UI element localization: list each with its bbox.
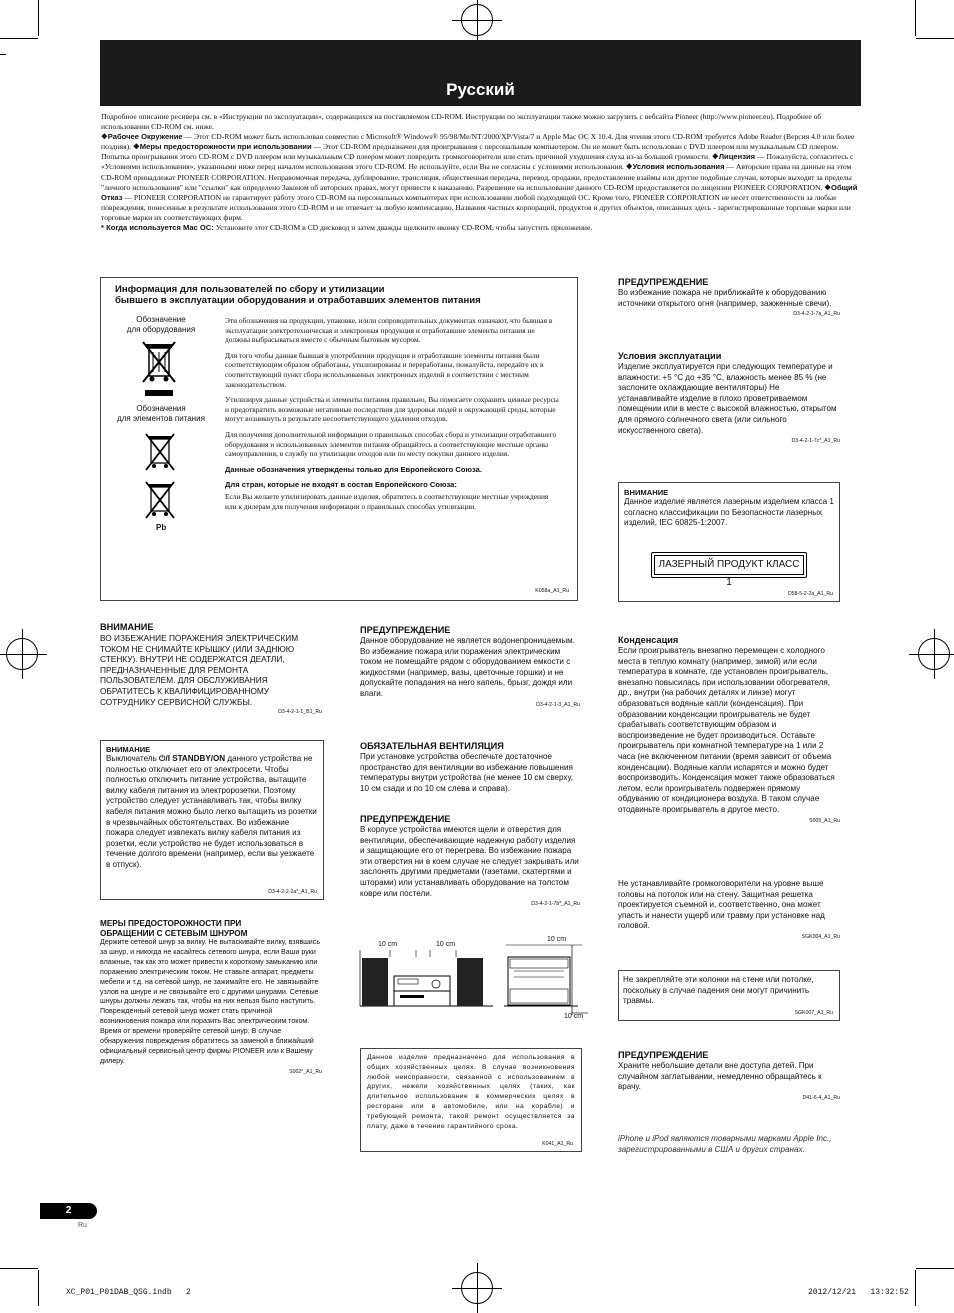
diagram-label-bottom: 10 cm [564, 1013, 584, 1020]
warning-openings-code: D3-4-2-1-7b*_A1_Ru [531, 901, 580, 908]
speakers-height-note [618, 879, 840, 940]
disclaimer-text: — PIONEER CORPORATION не гарантирует работу этого CD-ROM на персональных компьютерах при использовании любой подходящей ОС. Кроме того, PIONEER CORPORATION не несет ответственности за любые повреждения, понесенные в результате использования этого CD-ROM и не отвечает за любую компенсацию. Названия частных корпораций, продуктов и других объектов, описанных здесь - зарегистрированные торговые марки или торговые марки их соответствующих фирм. [101, 192, 851, 222]
trademark-note: iPhone и iPod являются товарными марками Apple Inc., зарегистрированными в США и других странах. [618, 1134, 832, 1154]
diagram-label-top: 10 cm [547, 936, 567, 943]
caution-standby-title: ВНИМАНИЕ [106, 745, 151, 754]
caution-shock-code: D3-4-2-1-1_B1_Ru [278, 709, 322, 716]
language-title-bar [100, 40, 861, 106]
intro-section [101, 112, 861, 233]
terms-text: — Авторские права на данные на этом CD-ROM принадлежат PIONEER CORPORATION. Неправомочная передача, дублирование, трансляция, общественная передача, перевод, продажи, предоставление взаймы или другие подобные случаи, которые выходят за пределы "личного использования" или "ссылки" как определено Законом об авторских правах, могут привести к наказанию. Разрешение на использование данного CD-ROM предоставляется по лицензии PIONEER CORPORATION. [101, 162, 852, 192]
diagram-label-mid: 10 cm [436, 941, 456, 948]
battery-label-line1: Обозначения [136, 404, 186, 413]
operating-code: D3-4-2-1-7c*_A1_Ru [791, 438, 840, 445]
registration-mark-right [918, 638, 950, 670]
ventilation-title: ОБЯЗАТЕЛЬНАЯ ВЕНТИЛЯЦИЯ [360, 741, 504, 751]
print-file-info [66, 1288, 191, 1297]
disposal-title-line2: бывшего в эксплуатации оборудования и отработавших элементов питания [115, 295, 481, 306]
small-parts-code: D41-6-4_A1_Ru [802, 1094, 840, 1101]
operating-title: Условия эксплуатации [618, 351, 722, 361]
laser-class-label: ЛАЗЕРНЫЙ ПРОДУКТ КЛАСС 1 [654, 555, 804, 575]
disposal-paragraph-5: Если Вы желаете утилизировать данные изделия, обратитесь в соответствующие местные учреждения или к дилерам для получения информации о правильных способах утилизации. [225, 491, 549, 511]
disposal-title [115, 284, 565, 306]
caution-shock-text: ВО ИЗБЕЖАНИЕ ПОРАЖЕНИЯ ЭЛЕКТРИЧЕСКИМ ТОКОМ НЕ СНИМАЙТЕ КРЫШКУ (ИЛИ ЗАДНЮЮ СТЕНКУ). ВНУТРИ НЕ СОДЕРЖАТСЯ ДЕАТЛИ, ПРЕДНАЗНАЧЕННЫЕ ДЛЯ РЕМОНТА ПОЛЬЗОВАТЕЛЕМ. ДЛЯ ОБСЛУЖИВАНИЯ ОБРАТИТЕСЬ К КВАЛИФИЦИРОВАННОМУ СОТРУДНИКУ СЕРВИСНОЙ СЛУЖБЫ. [100, 633, 299, 707]
speakers-wall-box [618, 970, 840, 1021]
print-date: 2012/12/21 [808, 1288, 857, 1297]
print-time: 13:32:52 [870, 1288, 909, 1297]
equipment-label-line2: для оборудования [126, 325, 196, 334]
precaution-label: ❖Меры предосторожности при использовании [132, 142, 312, 152]
laser-code: D58-5-2-2a_A1_Ru [788, 591, 833, 597]
page-number: 2 [65, 1205, 72, 1216]
cord-title [100, 919, 322, 938]
warning-water [360, 625, 580, 708]
registration-mark-top [461, 4, 493, 36]
intro-paragraph: Подробное описание ресивера см. в «Инструкции по эксплуатации», содержащихся на поставляемом CD-ROM. Инструкции по эксплуатации также можно загрузить с вебсайта Pioneer (http://www.pioneer.eu). Подробнее об использовании CD-ROM см. ниже. [101, 112, 822, 132]
disposal-paragraph-3: Утилизируя данные устройства и элементы питания правильно, Вы помогаете сохранить ценные ресурсы и предотвратить возможные негативные последствия для здоровья людей и окружающей среды, которые могут возникнуть в результате несоответствующего удаления отходов. [225, 395, 559, 424]
operating-text: Изделие эксплуатируется при следующих температуре и влажности: +5 °C до +35 °C, влажность менее 85 % (не заслоните охлаждающие вентиляторы) Не устанавливайте изделие в плохо проветриваемом помещении или в месте с высокой влажностью, открытом для прямого солнечного света (или сильного искусственного света). [618, 362, 837, 435]
warning-fire-title: ПРЕДУПРЕЖДЕНИЕ [618, 277, 709, 287]
registration-mark-left [6, 638, 38, 670]
battery-symbol-label [101, 404, 221, 424]
condensation-code: S005_A1_Ru [809, 817, 840, 824]
battery-label-line2: для элементов питания [117, 414, 205, 423]
ventilation-text: При установке устройства обеспечьте достаточное пространство для вентиляции во избежание повышения температуры внутри устройства (не менее 10 см сверху, 10 см сзади и по 10 см слева и справа). [360, 752, 573, 793]
terms-label: ❖Условия использования [625, 162, 725, 172]
license-text: — Пожалуйста, согласитесь с «Условиями использования», указанными ниже перед началом использования этого CD-ROM. Не используйте, если Вы не согласны с условиями использования. [101, 152, 854, 172]
caution-standby-box [100, 740, 324, 900]
disposal-title-line1: Информация для пользователей по сбору и утилизации [115, 284, 385, 295]
env-label: ❖Рабочее Окружение [101, 132, 183, 142]
small-parts-text: Храните небольшие детали вне доступа детей. При случайном заглатывании, немедленно обращайтесь к врачу. [618, 1061, 822, 1092]
caution-standby-code: D3-4-2-2-2a*_A1_Ru [268, 889, 317, 895]
precaution-text: — Этот CD-ROM предназначен для проигрывания с персональным компьютером. Он не может быть использован с DVD плеером или музыкальным CD плеером. Попытка проигрывания этого CD-ROM с DVD плеером или музыкальным CD плеером может повредить громкоговорители или стать причиной ухудшения слуха из-за большой громкости. [101, 142, 839, 162]
mac-label: * Когда используется Mac OC: [101, 223, 214, 233]
laser-text: Данное изделие является лазерным изделием класса 1 согласно классификации по Безопасности лазерных изделий, IEC 60825-1:2007. [624, 497, 834, 528]
condensation-section [618, 635, 840, 824]
standby-text-pre: Выключатель [106, 754, 157, 763]
warning-water-title: ПРЕДУПРЕЖДЕНИЕ [360, 625, 451, 635]
cord-text: Держите сетевой шнур за вилку. Не вытаскивайте вилку, взявшись за шнур, и никогда не касайтесь сетевого шнура, если Ваши руки влажные, так как это может привести к короткому замыканию или поражению электрическим током. Не ставьте аппарат, предметы мебели и т.д. на сетевой шнур, не зажимайте его. Не завязывайте узлов на шнуре и не связывайте его с другими шнурами. Сетевые шнуры должны лежать так, чтобы на них нельзя было наступить. Поврежденный сетевой шнур может стать причиной возникновения пожара или поразить Вас электрическим током. Время от времени проверяйте сетевой шнур. В случае обнаружения повреждения обратитесь за заменой в ближайший официальный сервисный центр фирмы PIONEER или к Вашему дилеру. [100, 938, 321, 1065]
crossed-bin-battery-pb-icon [143, 481, 177, 523]
page-language: Ru [78, 1222, 87, 1229]
warning-fire-text: Во избежание пожара не приближайте к оборудованию источники открытого огня (например, зажженные свечи). [618, 288, 832, 308]
pb-label: Pb [156, 523, 167, 532]
ventilation-section [360, 741, 580, 794]
operating-conditions [618, 351, 840, 444]
print-datetime [808, 1288, 909, 1297]
speakers-height-code: SGK004_A1_Ru [801, 933, 840, 940]
standby-text: данного устройства не полностью отключает его от электросети. Чтобы полностью отключить питание устройства, вытащите вилку кабеля питания из электророзетки. Поэтому устройство следует устанавливать так, чтобы вилку кабеля питания можно было легко вытащить из розетки в чрезвычайных обстоятельствах. Во избежание пожара следует извлекать вилку кабеля питания из розетки, если устройство не будет использоваться в течение долгого времени (например, если вы уезжаете в отпуск). [106, 754, 317, 869]
household-code: K041_A1_Ru [542, 1141, 573, 1147]
mac-text: Установите этот CD-ROM в CD дисковод и затем дважды щелкните иконку CD-ROM, чтобы запустить приложение. [215, 223, 593, 233]
cord-title-line1: МЕРЫ ПРЕДОСТОРОЖНОСТИ ПРИ [100, 919, 242, 928]
condensation-text: Если проигрыватель внезапно перемещен с холодного места в теплую комнату (например, зимой) или если температура в комнате, где установлен проигрыватель, внезапно повысилась при использовании обогревателя, др., внутри (на рабочих деталях и линзе) могут образоваться водяные капли (конденсация). При образовании конденсации проигрыватель не будет срабатывать соответствующим образом и воспроизведение не будет производиться. Оставьте проигрыватель при комнатной температуре на 1 или 2 часа (не включенном питании (время зависит от объема конденсации). Водяные капли испарятся и можно будет воспроизводить. Конденсация может также образоваться летом, если проигрыватель подвержен прямому обдуванию от кондиционера воздуха. В таком случае отодвиньте проигрыватель в другое место. [618, 646, 835, 814]
print-file-name: XC_P01_P01DAB_QSG.indb [66, 1288, 172, 1297]
caution-shock-title: ВНИМАНИЕ [100, 622, 154, 632]
print-file-page: 2 [186, 1288, 191, 1297]
disclaimer-label: ❖Общий Отказ [101, 182, 858, 202]
disposal-non-eu-title: Для стран, которые не входят в состав Европейского Союза: [225, 480, 457, 490]
laser-title: ВНИМАНИЕ [624, 488, 669, 497]
crossed-bin-equipment-icon [139, 340, 179, 398]
warning-openings-title: ПРЕДУПРЕЖДЕНИЕ [360, 814, 451, 824]
crossed-bin-battery-icon [143, 433, 177, 475]
warning-fire [618, 277, 840, 317]
speakers-height-text: Не устанавливайте громкоговорители на уровне выше головы на потолок или на стену. Защитная решетка проектируется съемной и, соответственно, она может упасть и нанести ущерб или травму при установке над головой. [618, 879, 825, 931]
intro-details [101, 132, 861, 223]
disposal-eu-note: Данные обозначения утверждены только для Европейского Союза. [225, 464, 482, 474]
warning-water-code: D3-4-2-1-3_A1_Ru [536, 701, 580, 708]
disposal-paragraph-2: Для того чтобы данная бывшая в употреблении продукция и отработавшие элементы питания были соответствующим образом обработаны, утилизированы и переработаны, пожалуйста, передайте их в соответствующий пункт сбора использованных электронных изделий в соответствии с местным законодательством. [225, 350, 544, 389]
warning-fire-code: D3-4-2-1-7a_A1_Ru [793, 311, 840, 318]
power-cord-precautions [100, 919, 322, 1075]
household-use-box [360, 1048, 582, 1152]
laser-caution-box [618, 482, 840, 602]
license-label: ❖Лицензия [711, 152, 756, 162]
disposal-paragraph-4: Для получения дополнительной информации о правильных способах сбора и утилизации отработавшего оборудования и использованных элементов питания обращайтесь в соответствующие местные органы самоуправления, в службу по утилизации отходов или по месту покупки данного изделия. [225, 429, 557, 459]
disposal-code: K058a_A1_Ru [535, 588, 569, 594]
disposal-info-box [100, 277, 578, 601]
warning-water-text: Данное оборудование не является водонепроницаемым. Во избежание пожара или поражения электрическим током не помещайте рядом с оборудованием емкости с жидкостями (например, вазы, цветочные горшки) и не допускайте попадания на него капель, брызг, дождя или влаги. [360, 636, 575, 698]
equipment-symbol-label [101, 315, 221, 335]
caution-standby-text [106, 754, 318, 871]
cord-title-line2: ОБРАЩЕНИИ С СЕТЕВЫМ ШНУРОМ [100, 928, 248, 938]
mac-note [101, 223, 861, 233]
env-text: — Этот CD-ROM может быть использован совместно с Microsoft® Windows® 95/98/Me/NT/2000/XP/Vista/7 и Apple Mac OC X 10.4. Для чтения этого CD-ROM требуется Adobe Reader (Версия 4.0 или более поздняя). [101, 132, 855, 152]
warning-openings-text: В корпусе устройства имеются щели и отверстия для вентиляции, обеспечивающие надежную работу изделия и защищающие его от перегрева. Во избежание пожара эти отверстия ни в коем случае не следует закрывать или заслонять другими предметами (газетами, скатертями и шторами) или устанавливать оборудование на толстом ковре или постели. [360, 825, 579, 898]
equipment-label-line1: Обозначение [136, 315, 186, 324]
caution-shock [100, 622, 322, 715]
standby-label: ⏻/I STANDBY/ON [159, 754, 226, 763]
page-title: Русский [446, 80, 515, 99]
small-parts-title: ПРЕДУПРЕЖДЕНИЕ [618, 1050, 709, 1060]
disposal-paragraph-1: Эти обозначения на продукции, упаковке, и/или сопроводительных документах означают, что бывшая в эксплуатации электротехническая и электронная продукция и отработавшие элементы питания не должны выбрасываться вместе с обычным бытовым мусором. [225, 316, 553, 345]
cord-code: S002*_A1_Ru [289, 1068, 322, 1075]
warning-openings [360, 814, 580, 907]
disposal-text [225, 316, 561, 517]
condensation-title: Конденсация [618, 635, 679, 645]
household-text: Данное изделие предназначено для использования в общих хозяйственных целях. В случае возникновения любой неисправности, связанной с использованием в других, нежели хозяйственных целях (таких, как длительное использование в коммерческих целях в ресторане или в автомобиле, или на корабле) и требующей ремонта, такой ремонт осуществляется за плату, даже в течение гарантийного срока. [367, 1054, 575, 1130]
speakers-wall-text: Не закрепляйте эти колонки на стене или потолке, поскольку в случае падения они могут причинить травмы. [623, 975, 814, 1006]
warning-small-parts [618, 1050, 840, 1101]
registration-mark-bottom [461, 1272, 493, 1304]
diagram-label-left: 10 cm [378, 941, 398, 948]
speakers-wall-code: SGK007_A1_Ru [794, 1010, 833, 1016]
laser-label-frame [651, 552, 807, 588]
page-number-tab [40, 1203, 97, 1219]
ventilation-diagram [358, 933, 590, 1025]
ventilation-drawing [358, 933, 590, 1025]
